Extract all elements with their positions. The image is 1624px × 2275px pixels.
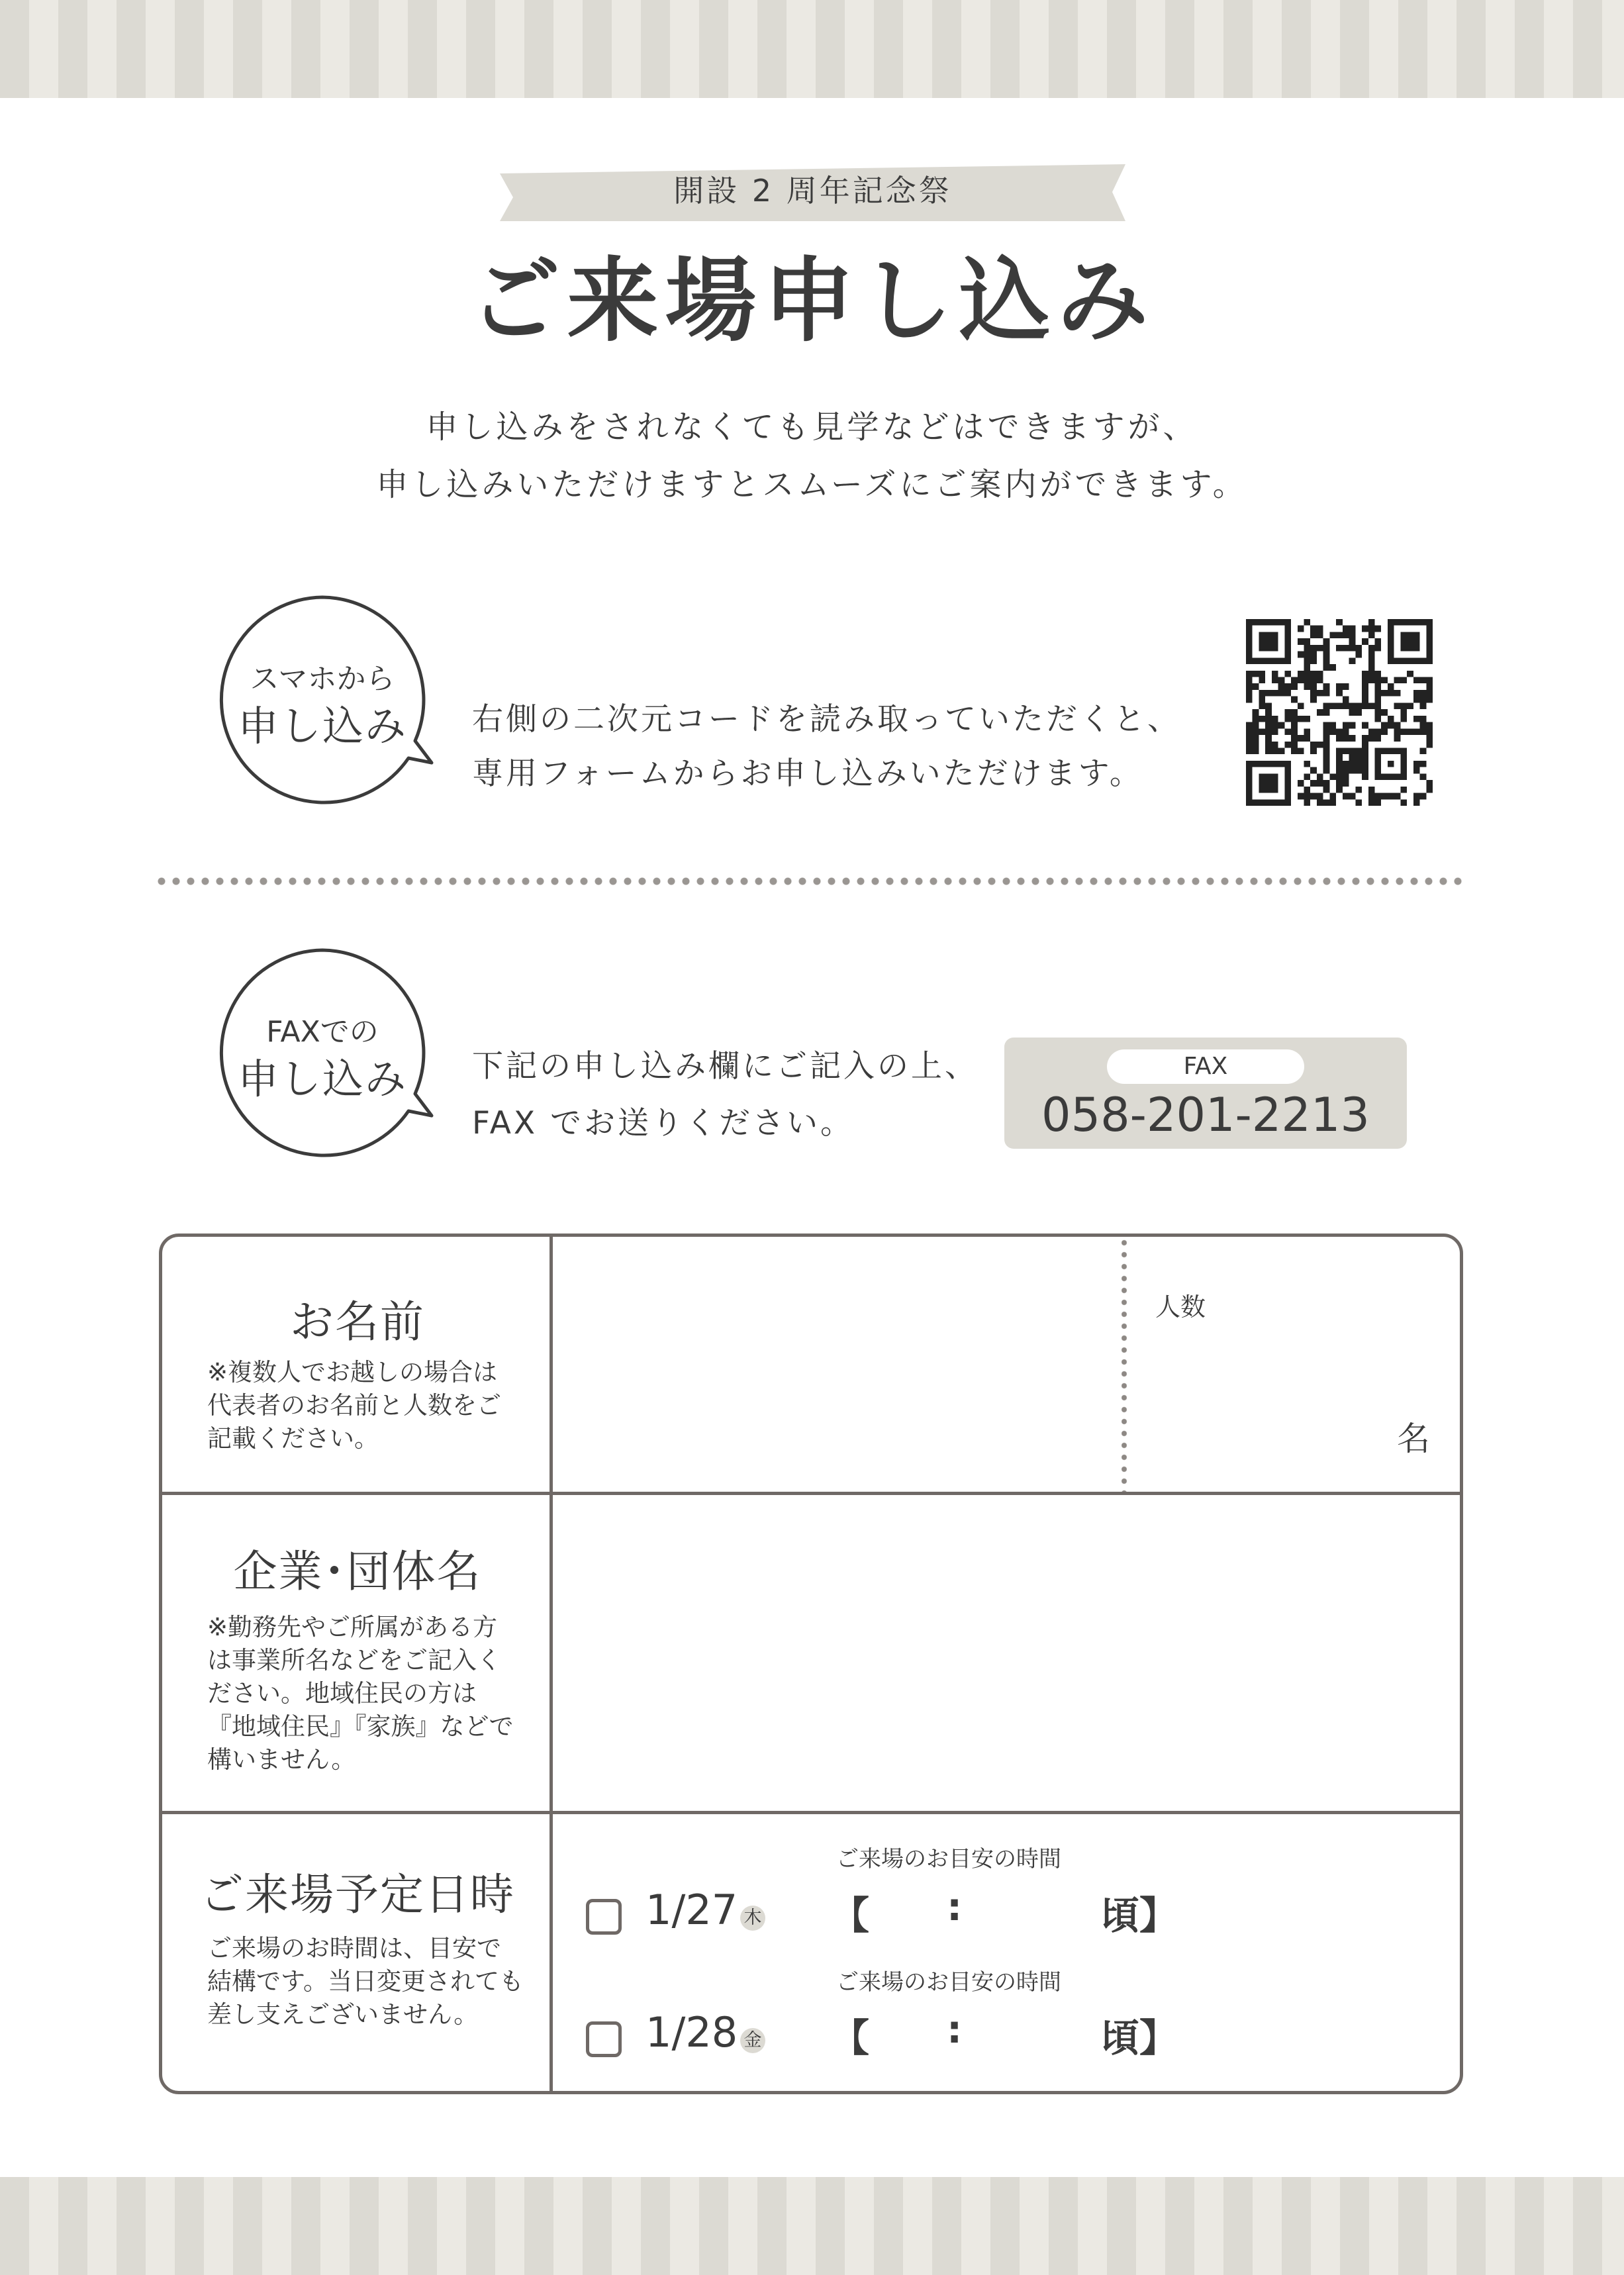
visit-note: ご来場のお時間は、目安で結構です。当日変更されても差し支えございません。 (207, 1934, 524, 2029)
name-count-divider (1122, 1237, 1127, 1492)
date-text: 1/28 (645, 2008, 738, 2057)
fax-number: 058-201-2213 (1041, 1088, 1370, 1142)
ribbon-text: 開設 2 周年記念祭 (673, 173, 952, 209)
company-note: ※勤務先やご所属がある方は事業所名などをご記入ください。地域住民の方は『地域住民』『家族』などで構いません。 (207, 1613, 514, 1774)
time-open-bracket: 【 (831, 2015, 870, 2060)
time-open-bracket: 【 (831, 1893, 870, 1938)
smartphone-desc-line-1: 右側の二次元コードを読み取っていただくと、 (472, 701, 1181, 738)
time-hint: ご来場のお目安の時間 (836, 1846, 1061, 1872)
company-label: 企業･団体名 (233, 1546, 482, 1597)
intro-line-1: 申し込みをされなくても見学などはできますが、 (426, 409, 1198, 446)
fax-number-box (1004, 1038, 1407, 1149)
bubble-big-text: 申し込み (237, 702, 407, 750)
section-divider (154, 877, 1468, 885)
application-form (159, 1234, 1463, 2094)
qr-code-icon[interactable] (1246, 619, 1433, 806)
date-checkbox[interactable] (586, 2021, 622, 2057)
name-input-area[interactable] (556, 1237, 1119, 1488)
bottom-stripe-border (0, 2177, 1624, 2275)
weekday-badge: 金 (740, 2028, 765, 2053)
row-divider (162, 1492, 1460, 1495)
company-input-area[interactable] (556, 1496, 1457, 1808)
visit-label: ご来場予定日時 (200, 1869, 515, 1920)
count-label: 人数 (1155, 1292, 1206, 1322)
time-colon: : (947, 1884, 963, 1929)
row-divider (162, 1811, 1460, 1814)
fax-label: FAX (1107, 1049, 1304, 1084)
bubble-big-text: 申し込み (237, 1055, 407, 1103)
smartphone-desc-line-2: 専用フォームからお申し込みいただけます。 (472, 755, 1143, 792)
time-input-area[interactable] (871, 2011, 1255, 2058)
bubble-small-text: スマホから (250, 662, 395, 696)
weekday-badge: 木 (740, 1906, 765, 1931)
date-text: 1/27 (645, 1886, 738, 1934)
name-note: ※複数人でお越しの場合は代表者のお名前と人数をご記載ください。 (207, 1358, 501, 1453)
date-checkbox[interactable] (586, 1899, 622, 1935)
page-title: ご来場申し込み (469, 248, 1155, 354)
intro-line-2: 申し込みいただけますとスムーズにご案内ができます。 (376, 466, 1248, 503)
fax-speech-bubble (216, 947, 442, 1172)
time-colon: : (947, 2007, 963, 2052)
top-stripe-border (0, 0, 1624, 98)
column-divider (549, 1237, 553, 2091)
anniversary-ribbon (500, 164, 1125, 224)
time-hint: ご来場のお目安の時間 (836, 1969, 1061, 1996)
smartphone-speech-bubble (216, 594, 442, 819)
time-close-bracket: 頃】 (1101, 2015, 1178, 2060)
bubble-small-text: FAXでの (266, 1015, 379, 1049)
name-label: お名前 (290, 1296, 425, 1347)
count-unit: 名 (1397, 1420, 1430, 1458)
fax-desc-line-2: FAX でお送りください。 (472, 1105, 855, 1141)
time-input-area[interactable] (871, 1889, 1255, 1935)
time-close-bracket: 頃】 (1101, 1893, 1178, 1938)
fax-desc-line-1: 下記の申し込み欄にご記入の上、 (472, 1048, 979, 1085)
